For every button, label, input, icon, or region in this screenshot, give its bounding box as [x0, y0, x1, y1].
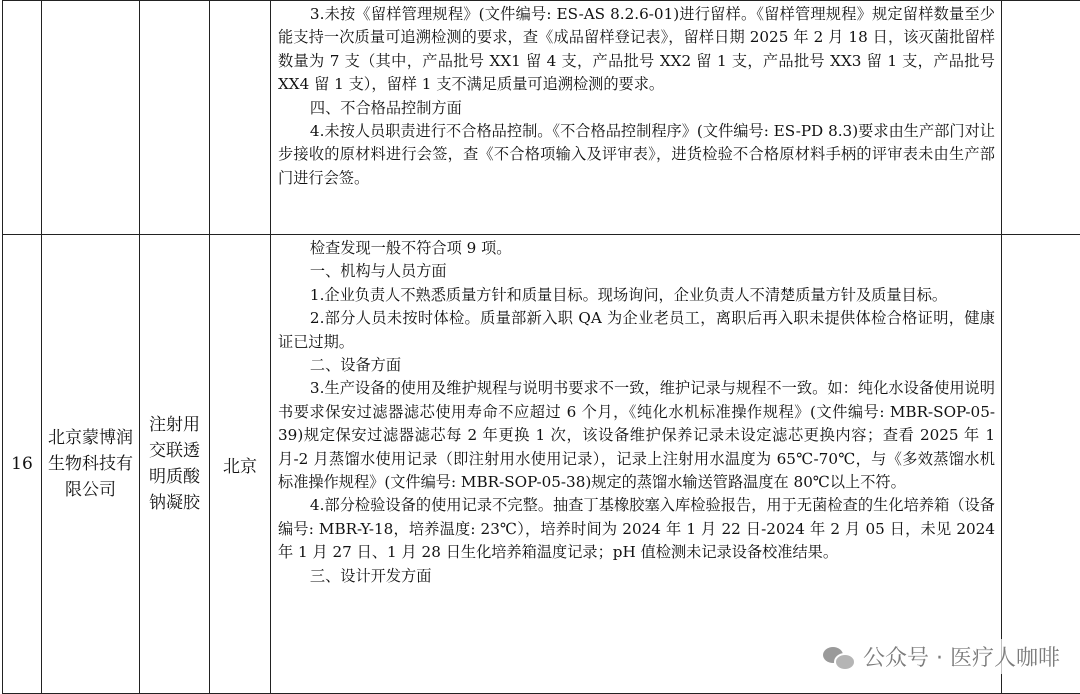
company-cell: [42, 235, 140, 694]
company-cell: [42, 1, 140, 235]
findings-cell: [271, 235, 1002, 694]
finding-paragraph: 2.部分人员未按时体检。质量部新入职 QA 为企业老员工，离职后再入职未提供体检合格证明，健康证已过期。: [278, 307, 995, 354]
finding-summary: 检查发现一般不符合项 9 项。: [278, 237, 995, 260]
finding-heading: 二、设备方面: [278, 354, 995, 377]
wechat-icon: [823, 645, 853, 669]
finding-paragraph: 3.未按《留样管理规程》(文件编号: ES-AS 8.2.6-01)进行留样。《留样管理规程》规定留样数量至少能支持一次质量可追溯检测的要求，查《成品留样登记表》，留样日期 2025 年 2 月 18 日，该灭菌批留样数量为 7 支（其中，产品批号 XX1 留 4 支，产品批号 XX2 留 1 支，产品批号 XX3 留 1 支，产品批号 XX4 留 1 支），留样 1 支不满足质量可追溯检测的要求。: [278, 3, 995, 97]
finding-heading: 三、设计开发方面: [278, 565, 995, 588]
row-number-cell: [3, 1, 42, 235]
finding-paragraph: 3.生产设备的使用及维护规程与说明书要求不一致，维护记录与规程不一致。如：纯化水设备使用说明书要求保安过滤器滤芯使用寿命不应超过 6 个月，《纯化水机标准操作规程》(文件编号: MBR-SOP-05-39)规定保安过滤器滤芯每 2 年更换 1 次，该设备维护保养记录未设定滤芯更换内容；查看 2025 年 1 月-2 月蒸馏水使用记录（即注射用水使用记录），记录上注射用水温度为 65℃-70℃，与《多效蒸馏水机标准操作规程》(文件编号: MBR-SOP-05-38)规定的蒸馏水输送管路温度在 80℃以上不符。: [278, 377, 995, 494]
finding-heading: 四、不合格品控制方面: [278, 97, 995, 120]
finding-heading: 一、机构与人员方面: [278, 260, 995, 283]
row-number: 16: [11, 454, 33, 474]
product-cell: [140, 1, 210, 235]
findings-cell: [271, 1, 1002, 235]
table-row: [3, 1, 1080, 235]
finding-paragraph: 4.未按人员职责进行不合格品控制。《不合格品控制程序》(文件编号: ES-PD 8.3)要求由生产部门对让步接收的原材料进行会签，查《不合格项输入及评审表》，进货检验不合格原材料手柄的评审表未由生产部门进行会签。: [278, 120, 995, 190]
remarks-cell: [1002, 1, 1080, 235]
finding-paragraph: 1.企业负责人不熟悉质量方针和质量目标。现场询问，企业负责人不清楚质量方针及质量目标。: [278, 284, 995, 307]
finding-paragraph: 4.部分检验设备的使用记录不完整。抽查丁基橡胶塞入库检验报告，用于无菌检查的生化培养箱（设备编号: MBR-Y-18，培养温度: 23℃），培养时间为 2024 年 1 月 22 日-2024 年 2 月 05 日，未见 2024 年 1 月 27 日、1 月 28 日生化培养箱温度记录；pH 值检测未记录设备校准结果。: [278, 494, 995, 564]
inspection-table: [2, 0, 1080, 694]
region-name: 北京: [223, 457, 257, 477]
row-number-cell: [3, 235, 42, 694]
watermark-text: 公众号 · 医疗人咖啡: [863, 641, 1060, 672]
table-row: [3, 235, 1080, 694]
product-name: 注射用交联透明质酸钠凝胶: [149, 412, 201, 516]
product-cell: [140, 235, 210, 694]
company-name: 北京蒙博润生物科技有限公司: [48, 425, 133, 503]
watermark: [817, 639, 1066, 674]
region-cell: [210, 1, 271, 235]
remarks-cell: [1002, 235, 1080, 694]
region-cell: [210, 235, 271, 694]
